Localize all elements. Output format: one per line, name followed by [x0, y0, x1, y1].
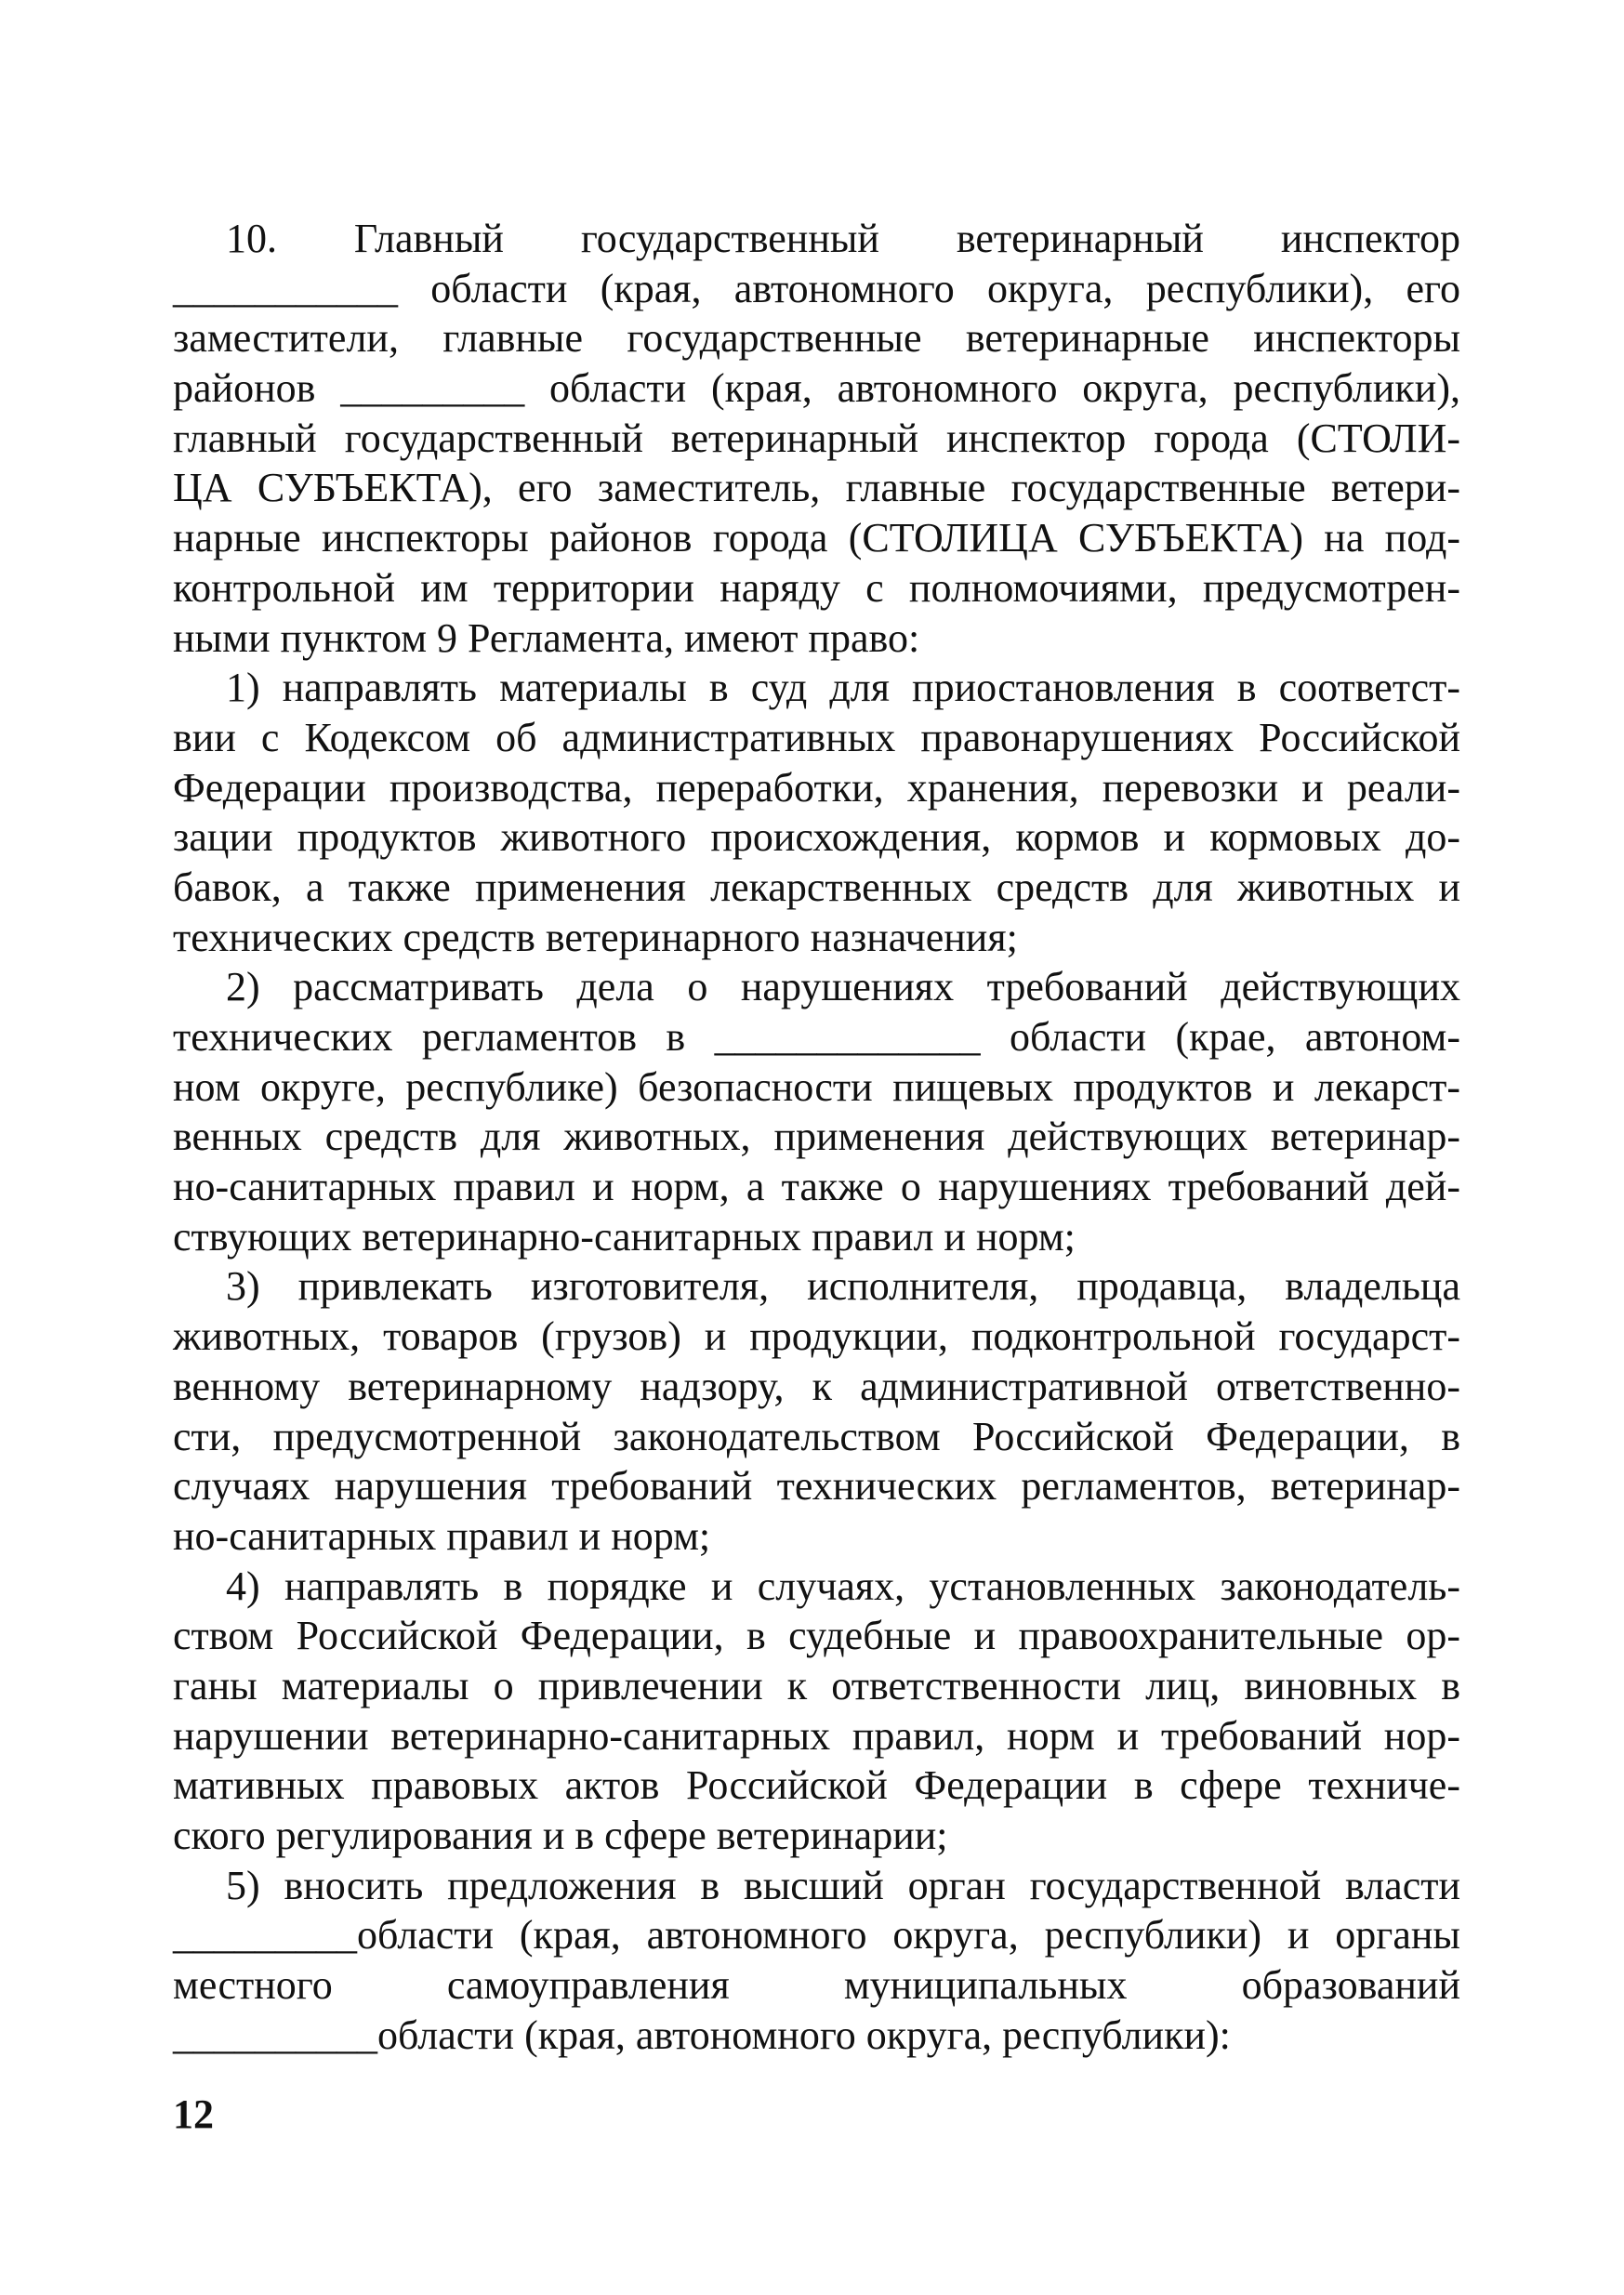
text-line: вии с Кодексом об административных правонарушениях Российской	[173, 714, 1460, 760]
text-line: нарные инспекторы районов города (СТОЛИЦА СУБЪЕКТА) на под-	[173, 515, 1460, 561]
text-line: контрольной им территории наряду с полномочиями, предусмотрен-	[173, 564, 1460, 611]
text-line: бавок, а также применения лекарственных средств для животных и	[173, 864, 1460, 910]
paragraph-10	[173, 214, 1460, 663]
text-line: ___________ области (края, автономного округа, республики), его	[173, 265, 1460, 311]
text-line: нарушении ветеринарно-санитарных правил, норм и требований нор-	[173, 1712, 1460, 1759]
text-line: ЦА СУБЪЕКТА), его заместитель, главные государственные ветери-	[173, 465, 1460, 511]
text-line: технических средств ветеринарного назначения;	[173, 914, 1018, 960]
text-line: 2) рассматривать дела о нарушениях требований действующих	[226, 964, 1460, 1010]
text-line: ствующих ветеринарно-санитарных правил и норм;	[173, 1213, 1076, 1260]
text-line: технических регламентов в _____________ области (крае, автоном-	[173, 1014, 1460, 1060]
list-item-4	[173, 1562, 1460, 1861]
text-line: ского регулирования и в сфере ветеринарии;	[173, 1813, 948, 1858]
text-line: но-санитарных правил и норм;	[173, 1512, 711, 1559]
text-line: 1) направлять материалы в суд для приостановления в соответст-	[226, 665, 1460, 711]
text-line: мативных правовых актов Российской Федерации в сфере техниче-	[173, 1762, 1460, 1809]
text-line: ном округе, республике) безопасности пищевых продуктов и лекарст-	[173, 1063, 1460, 1110]
text-line: 4) направлять в порядке и случаях, установленных законодатель-	[226, 1563, 1460, 1609]
text-line: зации продуктов животного происхождения, кормов и кормовых до-	[173, 814, 1460, 861]
text-line: 10. Главный государственный ветеринарный инспектор	[226, 216, 1460, 261]
document-body	[173, 214, 1460, 2060]
text-line: сти, предусмотренной законодательством Российской Федерации, в	[173, 1413, 1460, 1459]
list-item-3	[173, 1261, 1460, 1561]
text-line: 3) привлекать изготовителя, исполнителя, продавца, владельца	[226, 1263, 1460, 1310]
text-line: животных, товаров (грузов) и продукции, подконтрольной государст-	[173, 1313, 1460, 1360]
text-line: ганы материалы о привлечении к ответственности лиц, виновных в	[173, 1662, 1460, 1708]
text-line: случаях нарушения требований технических регламентов, ветеринар-	[173, 1463, 1460, 1510]
text-line: главный государственный ветеринарный инспектор города (СТОЛИ-	[173, 415, 1460, 461]
text-line: Федерации производства, переработки, хранения, перевозки и реали-	[173, 764, 1460, 811]
text-line: 5) вносить предложения в высший орган государственной власти	[226, 1862, 1460, 1908]
text-line: местного самоуправления муниципальных образований	[173, 1962, 1460, 2009]
text-line: заместители, главные государственные ветеринарные инспекторы	[173, 315, 1460, 362]
list-item-1	[173, 663, 1460, 962]
text-line: _________области (края, автономного округа, республики) и органы	[173, 1912, 1460, 1959]
text-line: венных средств для животных, применения действующих ветеринар-	[173, 1114, 1460, 1160]
text-line: венному ветеринарному надзору, к административной ответственно-	[173, 1363, 1460, 1409]
text-line: районов _________ области (края, автономного округа, республики),	[173, 365, 1460, 412]
text-line: но-санитарных правил и норм, а также о нарушениях требований дей-	[173, 1164, 1460, 1210]
text-line: ством Российской Федерации, в судебные и правоохранительные ор-	[173, 1613, 1460, 1659]
list-item-5	[173, 1861, 1460, 2061]
list-item-2	[173, 962, 1460, 1261]
page-number: 12	[173, 2091, 214, 2137]
text-line: __________области (края, автономного округа, республики):	[173, 2011, 1231, 2058]
text-line: ными пунктом 9 Регламента, имеют право:	[173, 614, 920, 661]
